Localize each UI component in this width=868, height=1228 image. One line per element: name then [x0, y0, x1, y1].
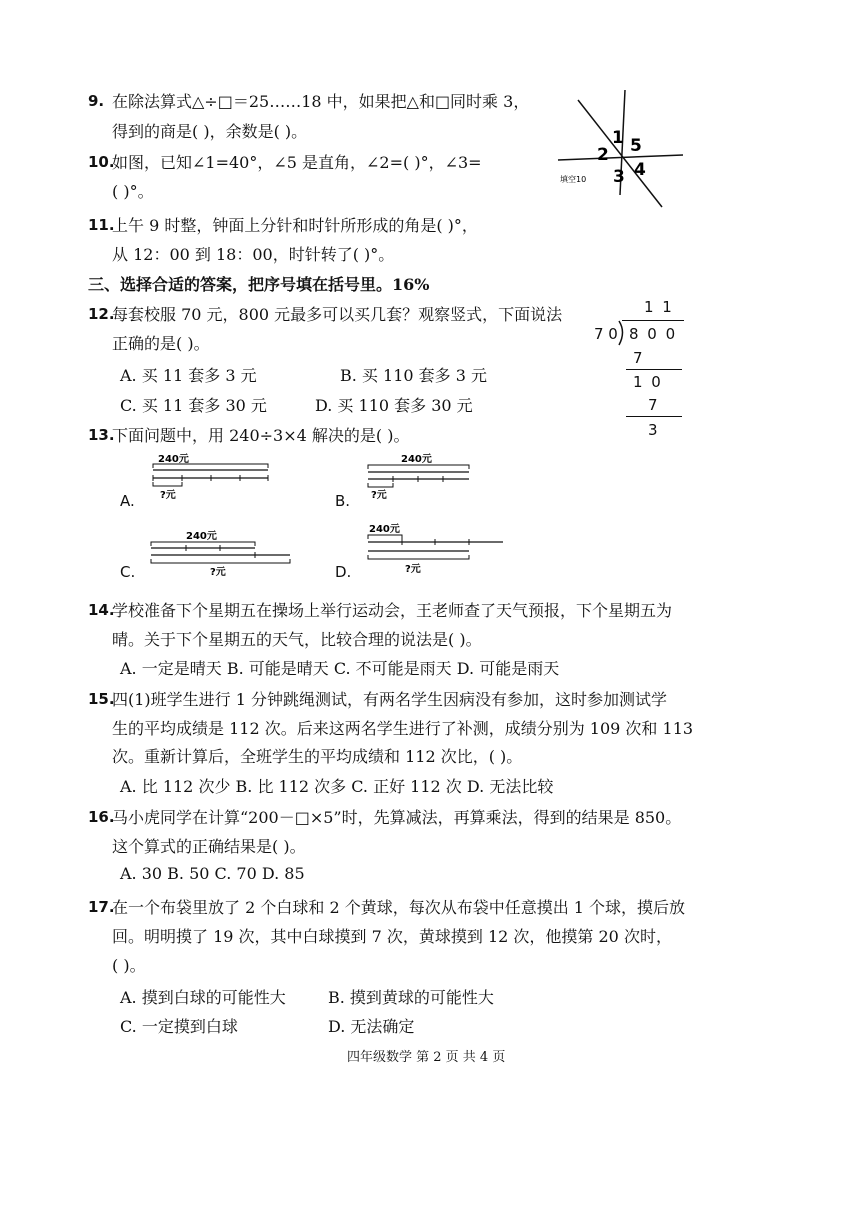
q12-option-c: C. 买 11 套多 30 元 — [120, 396, 267, 415]
svg-text:?元: ?元 — [160, 490, 176, 501]
angle-label-3: 3 — [613, 167, 625, 187]
q12-option-d: D. 买 110 套多 30 元 — [315, 396, 473, 415]
q12-option-a: A. 买 11 套多 3 元 — [120, 366, 257, 385]
svg-text:240元: 240元 — [186, 531, 217, 542]
q13-number: 13. — [88, 426, 115, 444]
q13-diagram-c — [148, 525, 298, 580]
q10-number: 10. — [88, 153, 115, 171]
division-step-2: 1 0 — [633, 373, 663, 391]
angle-label-2: 2 — [597, 145, 609, 165]
q13-option-d-label: D. — [335, 563, 352, 581]
page-footer: 四年级数学 第 2 页 共 4 页 — [347, 1050, 506, 1065]
q17-option-c: C. 一定摸到白球 — [120, 1017, 238, 1036]
figure-caption: 填空10 — [560, 175, 587, 184]
q15-text-line3: 次。重新计算后，全班学生的平均成绩和 112 次比，( )。 — [112, 747, 523, 766]
q11-text-line2: 从 12：00 到 18：00，时针转了( )°。 — [112, 245, 395, 264]
q17-text-line1: 在一个布袋里放了 2 个白球和 2 个黄球，每次从布袋中任意摸出 1 个球，摸后放 — [112, 898, 686, 917]
q17-number: 17. — [88, 898, 115, 916]
q13-diagram-d — [365, 518, 510, 578]
q10-text-line1: 如图，已知∠1=40°，∠5 是直角，∠2=( )°，∠3= — [112, 153, 482, 172]
angle-label-1: 1 — [612, 128, 624, 148]
q13-diagram-a — [150, 448, 275, 508]
q17-option-b: B. 摸到黄球的可能性大 — [328, 988, 494, 1007]
svg-text:?元: ?元 — [371, 490, 387, 501]
svg-text:240元: 240元 — [401, 454, 432, 465]
q12-number: 12. — [88, 305, 115, 323]
q14-text-line1: 学校准备下个星期五在操场上举行运动会，王老师查了天气预报，下个星期五为 — [112, 601, 673, 620]
division-dividend: 8 0 0 — [629, 325, 678, 343]
q11-text-line1: 上午 9 时整，钟面上分针和时针所形成的角是( )°， — [112, 216, 478, 235]
long-division — [592, 298, 692, 443]
q16-options: A. 30 B. 50 C. 70 D. 85 — [120, 864, 305, 883]
division-step-3: 7 — [648, 396, 658, 414]
division-step-1: 7 — [633, 349, 643, 367]
q13-text-line1: 下面问题中，用 240÷3×4 解决的是( )。 — [112, 426, 410, 445]
angle-figure — [550, 85, 690, 215]
q16-number: 16. — [88, 808, 115, 826]
section-3-heading: 三、选择合适的答案，把序号填在括号里。16% — [88, 275, 430, 294]
q11-number: 11. — [88, 216, 115, 234]
q15-text-line2: 生的平均成绩是 112 次。后来这两名学生进行了补测，成绩分别为 109 次和 113 — [112, 719, 694, 738]
q12-text-line2: 正确的是( )。 — [112, 334, 210, 353]
q17-text-line3: ( )。 — [112, 956, 146, 975]
q15-text-line1: 四(1)班学生进行 1 分钟跳绳测试，有两名学生因病没有参加，这时参加测试学 — [112, 690, 668, 709]
q14-number: 14. — [88, 601, 115, 619]
q13-option-c-label: C. — [120, 563, 136, 581]
q13-option-a-label: A. — [120, 492, 135, 510]
division-remainder: 3 — [648, 421, 658, 439]
q9-number: 9. — [88, 92, 105, 110]
q12-text-line1: 每套校服 70 元，800 元最多可以买几套？观察竖式，下面说法 — [112, 305, 563, 324]
q14-text-line2: 晴。关于下个星期五的天气，比较合理的说法是( )。 — [112, 630, 482, 649]
q17-text-line2: 回。明明摸了 19 次，其中白球摸到 7 次，黄球摸到 12 次，他摸第 20 次时， — [112, 927, 672, 946]
q17-option-a: A. 摸到白球的可能性大 — [120, 988, 286, 1007]
q9-text-line2: 得到的商是( )，余数是( )。 — [112, 122, 308, 141]
q15-number: 15. — [88, 690, 115, 708]
svg-text:240元: 240元 — [369, 524, 400, 535]
q16-text-line1: 马小虎同学在计算“200－□×5”时，先算减法，再算乘法，得到的结果是 850。 — [112, 808, 682, 827]
svg-text:?元: ?元 — [405, 564, 421, 575]
q13-diagram-b — [365, 448, 475, 508]
angle-label-5: 5 — [630, 136, 642, 156]
q10-text-line2: ( )°。 — [112, 182, 154, 201]
q12-option-b: B. 买 110 套多 3 元 — [340, 366, 487, 385]
q17-option-d: D. 无法确定 — [328, 1017, 415, 1036]
q15-options: A. 比 112 次少 B. 比 112 次多 C. 正好 112 次 D. 无法比较 — [120, 777, 554, 796]
q9-text-line1: 在除法算式△÷□＝25……18 中，如果把△和□同时乘 3， — [112, 92, 530, 111]
svg-text:240元: 240元 — [158, 454, 189, 465]
q14-options: A. 一定是晴天 B. 可能是晴天 C. 不可能是雨天 D. 可能是雨天 — [120, 659, 560, 678]
division-quotient: 1 1 — [644, 298, 674, 316]
division-divisor: 7 0 — [594, 325, 618, 343]
q13-option-b-label: B. — [335, 492, 351, 510]
svg-text:?元: ?元 — [210, 567, 226, 578]
angle-label-4: 4 — [634, 160, 646, 180]
q16-text-line2: 这个算式的正确结果是( )。 — [112, 837, 306, 856]
